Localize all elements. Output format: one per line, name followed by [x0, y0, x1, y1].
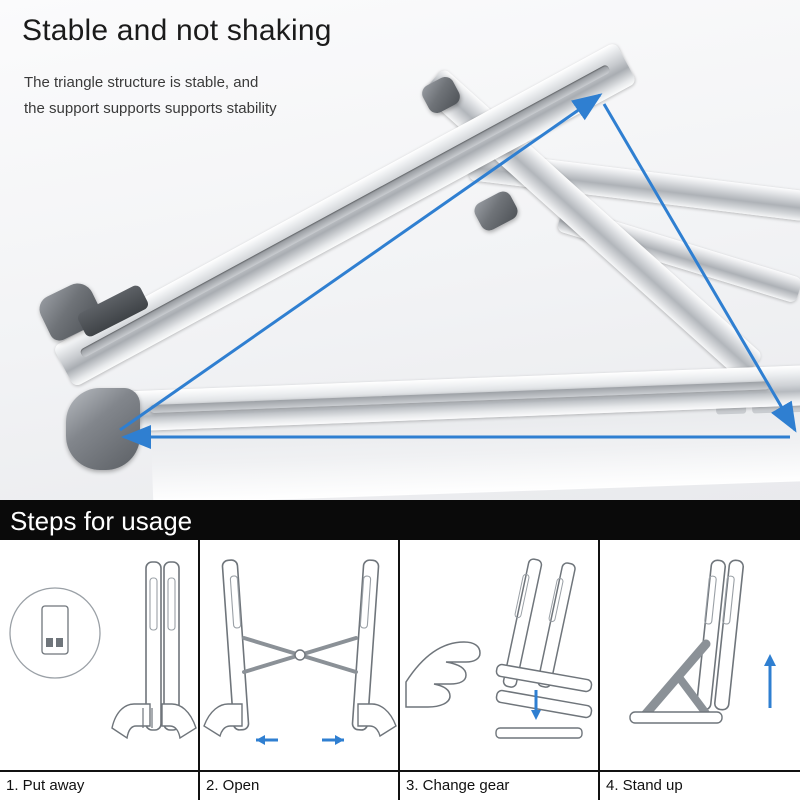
- step-3-label: 3. Change gear: [406, 777, 510, 794]
- hero-subtitle: [24, 70, 277, 122]
- step-3-illustration: [400, 540, 600, 755]
- cell-rule: [600, 770, 800, 772]
- step-cell-2: [200, 540, 400, 800]
- step-4-label: 4. Stand up: [606, 777, 683, 794]
- cell-rule: [200, 770, 400, 772]
- step-1-illustration: [0, 540, 200, 755]
- cell-rule: [0, 770, 200, 772]
- step-cell-4: [600, 540, 800, 800]
- hero-subtitle-line-1: The triangle structure is stable, and: [24, 74, 259, 91]
- step-1-label: 1. Put away: [6, 777, 85, 794]
- step-cell-1: [0, 540, 200, 800]
- page-title: Stable and not shaking: [22, 14, 332, 47]
- cell-rule: [400, 770, 600, 772]
- step-2-illustration: [200, 540, 400, 755]
- hero-subtitle-line-2: the support supports supports stability: [24, 100, 277, 117]
- steps-band-title: Steps for usage: [10, 506, 193, 536]
- steps-grid: [0, 540, 800, 800]
- step-2-label: 2. Open: [206, 777, 260, 794]
- step-cell-3: [400, 540, 600, 800]
- step-4-illustration: [600, 540, 800, 755]
